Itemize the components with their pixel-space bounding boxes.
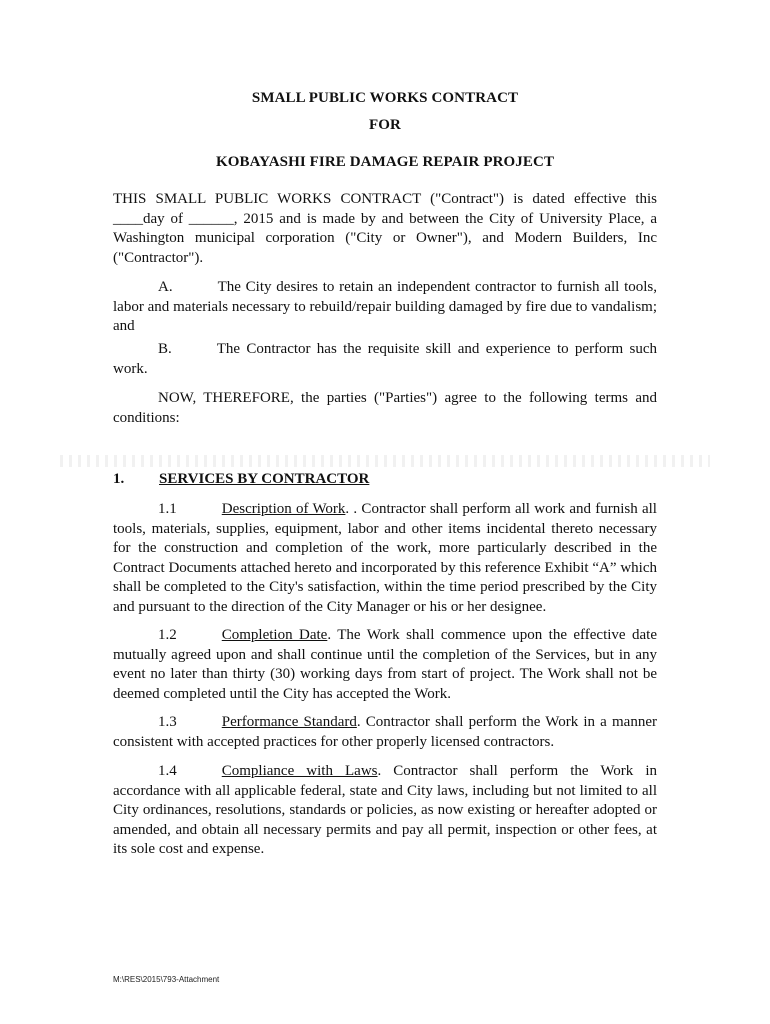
- recital-b: [113, 340, 657, 379]
- recital-b-letter: B.: [158, 341, 172, 357]
- recital-a-text: The City desires to retain an independent contractor to furnish all tools, labor and materials necessary to rebuild/repair building damaged by fire due to vandalism; and: [113, 279, 657, 334]
- clause-1-2: [113, 626, 657, 704]
- clause-number: 1.1: [158, 501, 177, 517]
- clause-heading: Description of Work: [221, 501, 346, 517]
- clause-1-4: [113, 762, 657, 860]
- project-title: KOBAYASHI FIRE DAMAGE REPAIR PROJECT: [215, 154, 555, 170]
- clause-text: . Contractor shall perform the Work in a manner consistent with accepted practices for other properly licensed contractors.: [113, 714, 657, 750]
- section-1-number: 1.: [113, 471, 125, 487]
- clause-heading: Compliance with Laws: [221, 763, 378, 779]
- section-1-heading: [113, 471, 369, 488]
- clause-heading: Completion Date: [221, 627, 328, 643]
- recital-a: [113, 278, 657, 337]
- recital-a-letter: A.: [158, 279, 173, 295]
- clause-number: 1.3: [158, 714, 177, 730]
- section-1-title: SERVICES BY CONTRACTOR: [159, 471, 370, 487]
- clause-text: . Contractor shall perform the Work in accordance with all applicable federal, state and City laws, including but not limited to all City ordinances, resolutions, standards or policies, as now existing or hereafter adopted or amended, and obtain all necessary permits and pay all permit, inspection or other fees, at its sole cost and expense.: [113, 763, 658, 857]
- clause-text: . The Work shall commence upon the effective date mutually agreed upon and shall continue until the completion of the Services, but in any event no later than thirty (30) working days from start of project. The Work shall not be deemed completed until the City has accepted the Work.: [113, 627, 657, 702]
- clause-number: 1.2: [158, 627, 177, 643]
- contract-title: SMALL PUBLIC WORKS CONTRACT: [251, 90, 519, 106]
- footer-file-path: M:\RES\2015\793-Attachment: [113, 975, 220, 984]
- clause-1-1: [113, 500, 657, 617]
- clause-text: . . Contractor shall perform all work and furnish all tools, materials, supplies, equipment, labor and other items incidental thereto necessary for the construction and completion of the work, more particularly described in the Contract Documents attached hereto and incorporated by this reference Exhibit “A” which shall be completed to the City's satisfaction, within the time period prescribed by the City and pursuant to the direction of the City Manager or his or her designee.: [113, 501, 657, 615]
- now-therefore-paragraph: NOW, THEREFORE, the parties ("Parties") agree to the following terms and conditions:: [113, 390, 657, 426]
- intro-paragraph: THIS SMALL PUBLIC WORKS CONTRACT ("Contract") is dated effective this ____day of ______, 2015 and is made by and between the City of University Place, a Washington municipal corporation ("City or Owner"), and Modern Builders, Inc ("Contractor").: [113, 191, 657, 266]
- recital-b-text: The Contractor has the requisite skill and experience to perform such work.: [113, 341, 657, 377]
- scan-artifact: [60, 455, 710, 467]
- clause-number: 1.4: [158, 763, 177, 779]
- title-for: FOR: [369, 117, 401, 133]
- clause-1-3: [113, 713, 657, 752]
- clause-heading: Performance Standard: [221, 714, 357, 730]
